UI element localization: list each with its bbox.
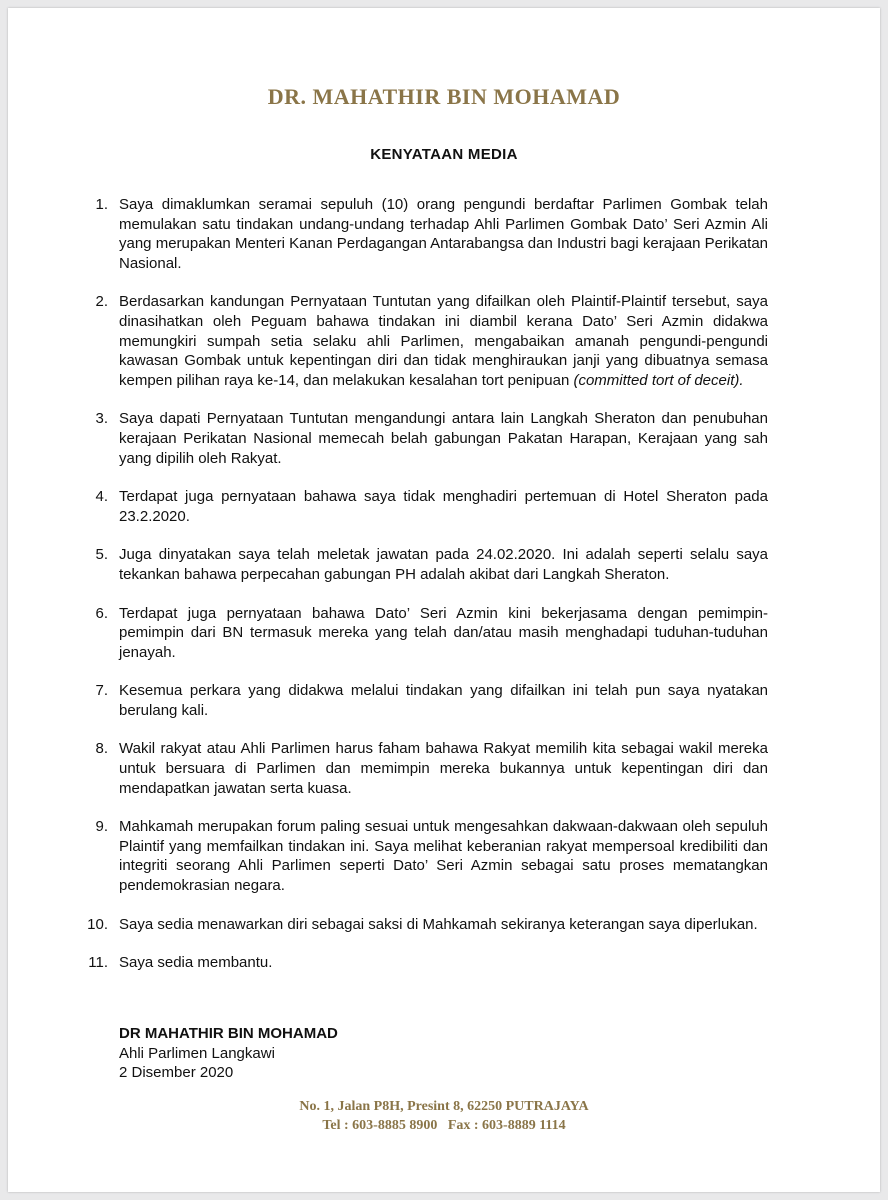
document-page bbox=[8, 8, 880, 1192]
letterhead-name: DR. MAHATHIR BIN MOHAMAD bbox=[267, 84, 621, 109]
item-number: 7. bbox=[95, 682, 108, 700]
item-text: Saya sedia membantu. bbox=[119, 954, 273, 972]
statement-item-6 bbox=[78, 604, 768, 663]
statement-item-10 bbox=[78, 915, 768, 935]
item-number: 6. bbox=[95, 604, 108, 622]
statement-item-5 bbox=[78, 545, 768, 584]
statement-item-2 bbox=[78, 292, 768, 390]
item-text: Berdasarkan kandungan Pernyataan Tuntutan yang difailkan oleh Plaintif-Plaintif tersebut, saya dinasihatkan oleh Peguam bahawa tindakan ini diambil kerana Dato’ Seri Azmin didakwa memungkiri sumpah setia selaku ahli Parlimen, mengabaikan amanah pengundi-pengundi kawasan Gombak untuk kepentingan diri dan tidak menghiraukan janji yang dibuatnya semasa kempen pilihan raya ke-14, dan melakukan kesalahan tort penipuan (committed tort of deceit). bbox=[119, 293, 768, 389]
statement-item-11 bbox=[78, 953, 768, 973]
item-number: 4. bbox=[95, 488, 108, 506]
footer-contact: Tel : 603-8885 8900 Fax : 603-8889 1114 bbox=[322, 1118, 566, 1133]
item-text: Kesemua perkara yang didakwa melalui tindakan yang difailkan ini telah pun saya nyatakan berulang kali. bbox=[119, 682, 768, 719]
item-number: 2. bbox=[95, 293, 108, 311]
item-text: Juga dinyatakan saya telah meletak jawatan pada 24.02.2020. Ini adalah seperti selalu saya tekankan bahawa perpecahan gabungan PH adalah akibat dari Langkah Sheraton. bbox=[119, 546, 768, 583]
item-text: Saya sedia menawarkan diri sebagai saksi di Mahkamah sekiranya keterangan saya diperlukan. bbox=[119, 915, 758, 933]
document-heading: KENYATAAN MEDIA bbox=[370, 146, 518, 163]
signatory-name: DR MAHATHIR BIN MOHAMAD bbox=[119, 1025, 338, 1042]
statement-list bbox=[78, 195, 768, 992]
statement-item-4 bbox=[78, 487, 768, 526]
statement-item-8 bbox=[78, 739, 768, 798]
item-text: Mahkamah merupakan forum paling sesuai untuk mengesahkan dakwaan-dakwaan oleh sepuluh Plaintif yang memfailkan tindakan ini. Saya melihat keberanian rakyat mempersoal kredibiliti dan integriti seorang Ahli Parlimen seperti Dato’ Seri Azmin sebagai satu proses mematangkan pendemokrasian negara. bbox=[119, 818, 768, 895]
item-number: 3. bbox=[95, 410, 108, 428]
item-number: 1. bbox=[95, 196, 108, 213]
item-number: 9. bbox=[95, 818, 108, 836]
item-number: 8. bbox=[95, 740, 108, 758]
item-italic-note: (committed tort of deceit). bbox=[573, 371, 744, 389]
signatory-title: Ahli Parlimen Langkawi bbox=[119, 1044, 275, 1062]
item-text: Terdapat juga pernyataan bahawa saya tidak menghadiri pertemuan di Hotel Sheraton pada 23.2.2020. bbox=[119, 488, 768, 525]
item-number: 10. bbox=[87, 915, 108, 933]
statement-item-1 bbox=[78, 195, 768, 273]
item-number: 5. bbox=[95, 546, 108, 564]
statement-item-7 bbox=[78, 681, 768, 720]
item-text: Saya dapati Pernyataan Tuntutan mengandungi antara lain Langkah Sheraton dan penubuhan kerajaan Perikatan Nasional memecah belah gabungan Pakatan Harapan, Kerajaan yang sah yang dipilih oleh Rakyat. bbox=[119, 410, 768, 467]
statement-date: 2 Disember 2020 bbox=[119, 1064, 234, 1082]
footer-address: No. 1, Jalan P8H, Presint 8, 62250 PUTRAJAYA bbox=[299, 1099, 589, 1114]
letterhead-footer bbox=[8, 1097, 880, 1135]
item-text: Terdapat juga pernyataan bahawa Dato’ Seri Azmin kini bekerjasama dengan pemimpin-pemimpin dari BN termasuk mereka yang telah dan/atau masih menghadapi tuduhan-tuduhan jenayah. bbox=[119, 604, 768, 661]
item-text: Wakil rakyat atau Ahli Parlimen harus faham bahawa Rakyat memilih kita sebagai wakil mereka untuk bersuara di Parlimen dan memimpin mereka bukannya untuk kepentingan diri dan mendapatkan jawatan serta kuasa. bbox=[119, 740, 768, 797]
item-number: 11. bbox=[88, 954, 108, 972]
signature-block bbox=[119, 1024, 338, 1083]
statement-item-3 bbox=[78, 409, 768, 468]
item-text: Saya dimaklumkan seramai sepuluh (10) orang pengundi berdaftar Parlimen Gombak telah memulakan satu tindakan undang-undang terhadap Ahli Parlimen Gombak Dato’ Seri Azmin Ali yang merupakan Menteri Kanan Perdagangan Antarabangsa dan Industri bagi kerajaan Perikatan Nasional. bbox=[119, 196, 768, 272]
statement-item-9 bbox=[78, 817, 768, 895]
